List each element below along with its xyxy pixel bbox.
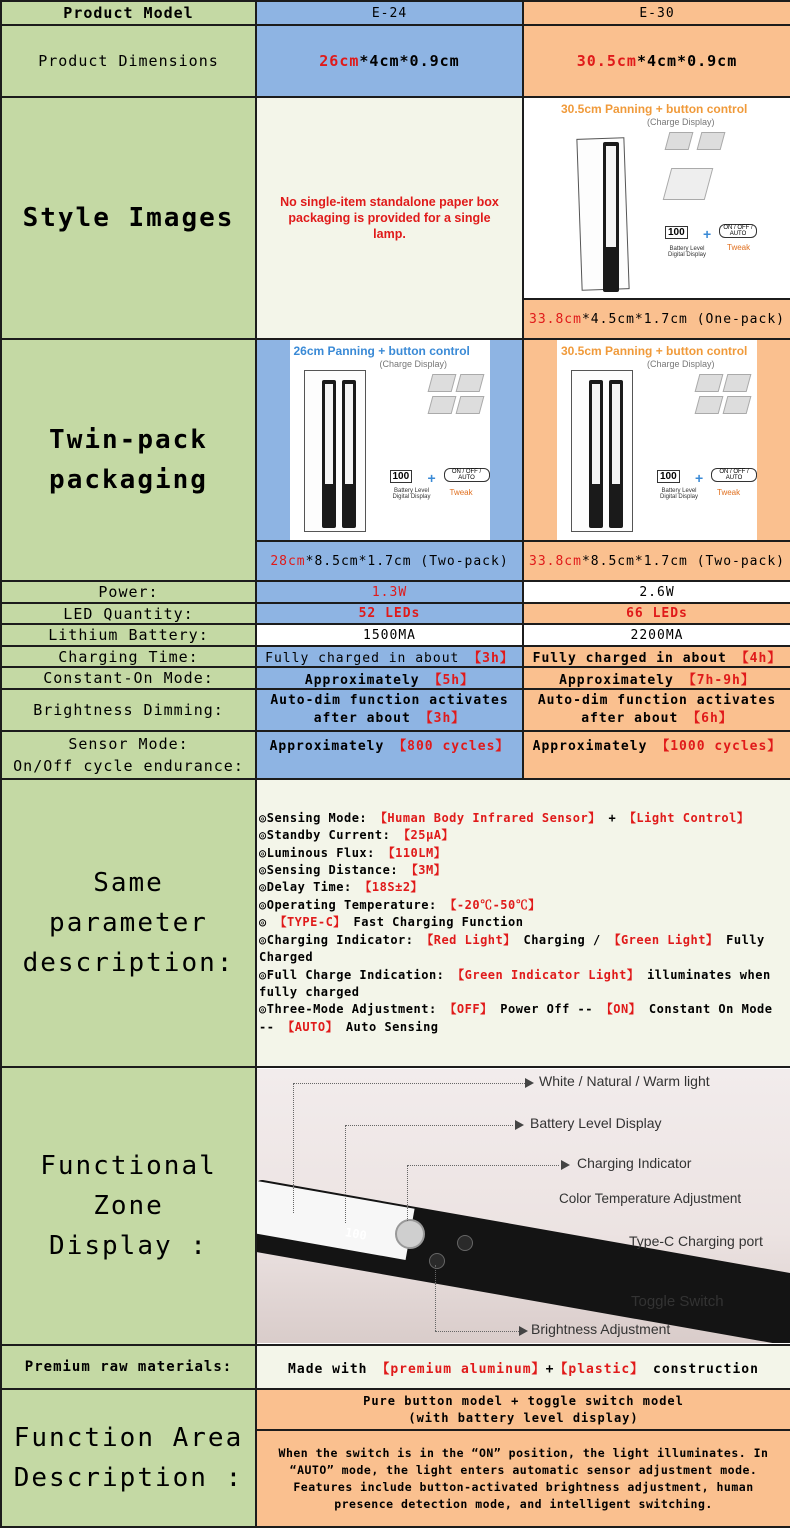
display-label: Battery Level Digital Display	[659, 488, 698, 500]
dimming-a-l1: Auto-dim function activates	[270, 693, 509, 708]
constant-on-a-value: 【5h】	[428, 672, 475, 688]
dimensions-b	[523, 25, 790, 97]
header-label: Product Model	[1, 1, 256, 25]
display-label: Battery Level Digital Display	[392, 488, 431, 500]
lamp-bar	[322, 380, 336, 528]
sensor-label-l2: On/Off cycle endurance:	[13, 757, 244, 775]
callout-type-c: Type-C Charging port	[629, 1233, 763, 1249]
constant-on-b-text: Approximately	[559, 672, 683, 688]
param-line: ◎Sensing Distance: 【3M】	[259, 863, 447, 878]
charging-a	[256, 646, 523, 667]
box-title: Panning + button control	[605, 102, 748, 116]
param-line: ◎Charging Indicator: 【Red Light】 Charging / 【Green Light】 Fully Charged	[259, 932, 765, 965]
dim-b-rest: *4cm*0.9cm	[636, 52, 738, 70]
tile-icon	[427, 374, 456, 392]
sensor-label-l1: Sensor Mode:	[68, 735, 189, 753]
sensor-b-value: 【1000 cycles】	[656, 739, 782, 754]
style-b-image-cell	[523, 97, 790, 299]
charging-b-value: 【4h】	[735, 651, 782, 666]
sensor-a-value: 【800 cycles】	[393, 739, 510, 754]
constant-on-b-value: 【7h-9h】	[682, 672, 755, 688]
constant-on-b	[523, 667, 790, 689]
sensor-b	[523, 731, 790, 779]
functional-zone-image-cell	[256, 1067, 790, 1345]
twin-pack-label-l2: packaging	[49, 465, 208, 495]
style-b-pack-rest: *4.5cm*1.7cm (One-pack)	[581, 311, 785, 327]
box-subtitle: (Charge Display)	[647, 359, 715, 369]
switch-icon: ON / OFF / AUTO	[719, 224, 757, 238]
dimensions-a	[256, 25, 523, 97]
pir-sensor-icon	[395, 1219, 425, 1249]
charging-b-text: Fully charged in about	[532, 651, 736, 666]
battery-display-icon: 100	[665, 226, 688, 239]
arrow-icon	[561, 1160, 570, 1170]
same-params-l1: Same	[93, 868, 164, 898]
tile-icon	[695, 374, 724, 392]
same-params-l2: parameter	[49, 908, 208, 938]
param-line: ◎ 【TYPE-C】 Fast Charging Function	[259, 915, 524, 930]
functional-zone-label	[1, 1067, 256, 1345]
charging-label: Charging Time:	[1, 646, 256, 667]
param-line: ◎Sensing Mode: 【Human Body Infrared Sensor】 + 【Light Control】	[259, 810, 750, 825]
lamp-bar	[603, 142, 619, 292]
plus-icon: +	[427, 470, 436, 486]
lamp-bar	[609, 380, 623, 528]
power-a: 1.3W	[256, 581, 523, 603]
constant-on-a	[256, 667, 523, 689]
functional-zone-image	[257, 1069, 790, 1343]
arrow-icon	[519, 1326, 528, 1336]
sensor-a-text: Approximately	[269, 739, 394, 754]
same-params-l3: description:	[22, 948, 235, 978]
callout-charging-indicator: Charging Indicator	[577, 1155, 692, 1171]
tweak-label: Tweak	[449, 488, 473, 497]
param-line: ◎Operating Temperature: 【-20℃-50℃】	[259, 897, 541, 912]
twin-a-pack-len: 28cm	[270, 553, 306, 569]
model-b: E-30	[523, 1, 790, 25]
box-title: Panning + button control	[327, 344, 470, 358]
dim-a-len: 26cm	[319, 52, 360, 70]
fa-label-l2: Description :	[13, 1463, 244, 1493]
tile-icon	[697, 132, 726, 150]
twin-a-pack-rest: *8.5cm*1.7cm (Two-pack)	[305, 553, 509, 569]
tile-icon	[455, 396, 484, 414]
tile-icon	[695, 396, 724, 414]
dimming-b-text: after about	[581, 711, 688, 726]
tweak-label: Tweak	[717, 488, 741, 497]
twin-b-pack-rest: *8.5cm*1.7cm (Two-pack)	[581, 553, 785, 569]
box-len: 30.5cm	[561, 102, 602, 116]
sensor-a	[256, 731, 523, 779]
brightness-button-icon	[429, 1253, 445, 1269]
battery-b: 2200MA	[523, 624, 790, 646]
function-area-label	[1, 1389, 256, 1527]
arrow-icon	[525, 1078, 534, 1088]
twin-a-image-cell	[256, 339, 523, 541]
color-temp-button-icon	[457, 1235, 473, 1251]
style-images-label: Style Images	[1, 97, 256, 339]
style-b-pack	[523, 299, 790, 339]
battery-label: Lithium Battery:	[1, 624, 256, 646]
callout-white-natural-warm: White / Natural / Warm light	[539, 1073, 710, 1089]
box-subtitle: (Charge Display)	[647, 117, 715, 127]
fa-label-l1: Function Area	[13, 1423, 244, 1453]
constant-on-label: Constant-On Mode:	[1, 667, 256, 689]
style-b-pack-len: 33.8cm	[529, 311, 582, 327]
dim-b-len: 30.5cm	[576, 52, 637, 70]
led-a: 52 LEDs	[256, 603, 523, 624]
battery-digits: 100	[343, 1225, 368, 1243]
box-len: 26cm	[293, 344, 325, 358]
dimming-a	[256, 689, 523, 731]
battery-display-icon: 100	[657, 470, 680, 483]
dimensions-label: Product Dimensions	[1, 25, 256, 97]
arrow-icon	[515, 1120, 524, 1130]
plus-icon: +	[703, 226, 712, 242]
box-len: 30.5cm	[561, 344, 602, 358]
twin-pack-label-l1: Twin-pack	[49, 425, 208, 455]
led-label: LED Quantity:	[1, 603, 256, 624]
power-b: 2.6W	[523, 581, 790, 603]
charging-a-text: Fully charged in about	[265, 651, 469, 666]
power-label: Power:	[1, 581, 256, 603]
charging-a-value: 【3h】	[468, 651, 514, 666]
display-label: Battery Level Digital Display	[667, 246, 706, 258]
twin-a-pack	[256, 541, 523, 581]
led-b: 66 LEDs	[523, 603, 790, 624]
callout-color-temp: Color Temperature Adjustment	[559, 1191, 742, 1206]
product-box-image-single	[557, 98, 757, 298]
materials-value: Made with 【premium aluminum】+【plastic】 construction	[256, 1345, 790, 1389]
param-line: ◎Delay Time: 【18S±2】	[259, 880, 424, 895]
tweak-label: Tweak	[727, 243, 751, 252]
box-subtitle: (Charge Display)	[379, 359, 448, 369]
switch-icon: ON / OFF / AUTO	[711, 468, 757, 482]
sensor-b-text: Approximately	[532, 739, 657, 754]
dimming-a-text: after about	[313, 711, 420, 726]
manual-icon	[663, 168, 714, 200]
tile-icon	[427, 396, 456, 414]
callout-brightness: Brightness Adjustment	[531, 1321, 671, 1337]
param-line: ◎Three-Mode Adjustment: 【OFF】 Power Off -- 【ON】 Constant On Mode -- 【AUTO】 Auto Sensing	[259, 1002, 773, 1034]
switch-icon: ON / OFF / AUTO	[444, 468, 490, 482]
materials-label: Premium raw materials:	[1, 1345, 256, 1389]
dimming-label: Brightness Dimming:	[1, 689, 256, 731]
dimming-b	[523, 689, 790, 731]
twin-b-image-cell	[523, 339, 790, 541]
dimming-a-value: 【3h】	[419, 711, 466, 726]
fz-label-l2: Zone	[93, 1191, 164, 1221]
product-box-image-twin-a	[290, 340, 490, 540]
box-title: Panning + button control	[605, 344, 748, 358]
same-params-label	[1, 779, 256, 1067]
param-line: ◎Luminous Flux: 【110LM】	[259, 845, 447, 860]
twin-pack-label	[1, 339, 256, 581]
fz-label-l1: Functional	[40, 1151, 217, 1181]
fz-label-l3: Display :	[49, 1231, 208, 1261]
tile-icon	[723, 396, 752, 414]
lamp-bar	[589, 380, 603, 528]
tile-icon	[665, 132, 694, 150]
callout-toggle-switch: Toggle Switch	[631, 1293, 724, 1310]
battery-display-icon: 100	[390, 470, 413, 483]
tile-icon	[723, 374, 752, 392]
function-area-body: When the switch is in the “ON” position, the light illuminates. In “AUTO” mode, the light enters automatic sensor adjustment mode. Features include button-activated brightness adjustment, human presence detection mode, and intelligent switching.	[256, 1430, 790, 1527]
lamp-bar	[342, 380, 356, 528]
model-a: E-24	[256, 1, 523, 25]
param-line: ◎Full Charge Indication: 【Green Indicator Light】 illuminates when fully charged	[259, 967, 771, 999]
same-params-list	[256, 779, 790, 1067]
plus-icon: +	[695, 470, 704, 486]
dim-a-rest: *4cm*0.9cm	[359, 52, 460, 70]
battery-a: 1500MA	[256, 624, 523, 646]
dimming-b-value: 【6h】	[687, 711, 733, 726]
twin-b-pack-len: 33.8cm	[529, 553, 582, 569]
sensor-label	[1, 731, 256, 779]
charging-b	[523, 646, 790, 667]
function-area-head: Pure button model + toggle switch model (with battery level display)	[256, 1389, 790, 1430]
callout-battery-level: Battery Level Display	[530, 1115, 662, 1131]
dimming-b-l1: Auto-dim function activates	[537, 693, 777, 708]
constant-on-a-text: Approximately	[304, 672, 429, 688]
style-a-cell	[256, 97, 523, 339]
tile-icon	[455, 374, 484, 392]
param-line: ◎Standby Current: 【25μA】	[259, 828, 454, 843]
product-box-image-twin-b	[557, 340, 757, 540]
no-box-note: No single-item standalone paper box packaging is provided for a single lamp.	[280, 195, 499, 241]
twin-b-pack	[523, 541, 790, 581]
